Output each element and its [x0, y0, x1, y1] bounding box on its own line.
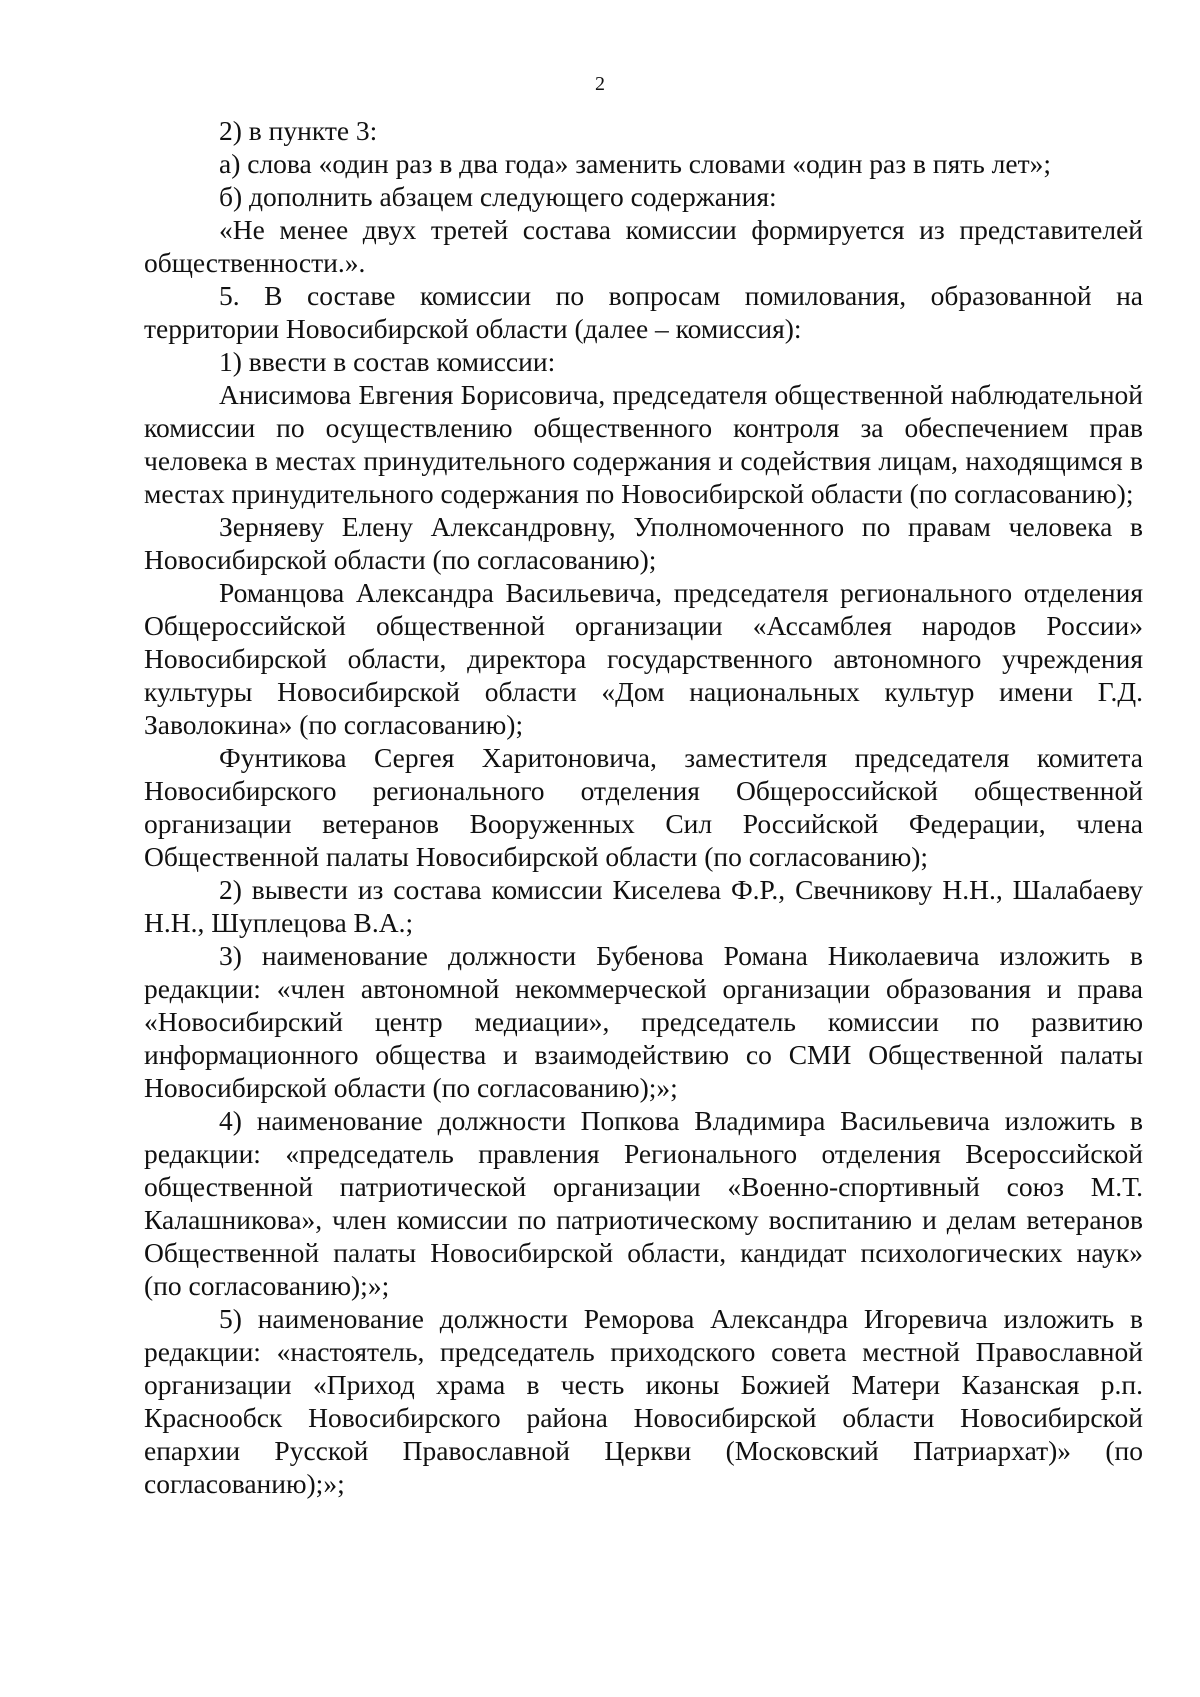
document-body: [144, 114, 1143, 1500]
paragraph-item-3-bubenov: 3) наименование должности Бубенова Романа Николаевича изложить в редакции: «член автономной некоммерческой организации образования и права «Новосибирский центр медиации», председатель комиссии по развитию информационного общества и взаимодействию со СМИ Общественной палаты Новосибирской области (по согласованию);»;: [144, 940, 1143, 1103]
paragraph-subitem-a: а) слова «один раз в два года» заменить словами «один раз в пять лет»;: [219, 148, 1051, 179]
paragraph-member-anisimov: Анисимова Евгения Борисовича, председателя общественной наблюдательной комиссии по осуществлению общественного контроля за обеспечением прав человека в местах принудительного содержания и содействия лицам, находящимся в местах принудительного содержания по Новосибирской области (по согласованию);: [144, 379, 1143, 509]
paragraph-item-4-popkov: 4) наименование должности Попкова Владимира Васильевича изложить в редакции: «председатель правления Регионального отделения Всероссийской общественной патриотической организации «Военно-спортивный союз М.Т. Калашникова», член комиссии по патриотическому воспитанию и делам ветеранов Общественной палаты Новосибирской области, кандидат психологических наук» (по согласованию);»;: [144, 1105, 1143, 1301]
paragraph-item-5-remorov: 5) наименование должности Реморова Александра Игоревича изложить в редакции: «настоятель, председатель приходского совета местной Православной организации «Приход храма в честь иконы Божией Матери Казанская р.п. Краснообск Новосибирского района Новосибирской области Новосибирской епархии Русской Православной Церкви (Московский Патриархат)» (по согласованию);»;: [144, 1303, 1143, 1499]
paragraph-member-romantsov: Романцова Александра Васильевича, председателя регионального отделения Общероссийской общественной организации «Ассамблея народов России» Новосибирской области, директора государственного автономного учреждения культуры Новосибирской области «Дом национальных культур имени Г.Д. Заволокина» (по согласованию);: [144, 577, 1143, 740]
paragraph-section-5: 5. В составе комиссии по вопросам помилования, образованной на территории Новосибирской области (далее – комиссия):: [144, 280, 1143, 344]
paragraph-member-funtikov: Фунтикова Сергея Харитоновича, заместителя председателя комитета Новосибирского регионального отделения Общероссийской общественной организации ветеранов Вооруженных Сил Российской Федерации, члена Общественной палаты Новосибирской области (по согласованию);: [144, 742, 1143, 872]
paragraph-subitem-b: б) дополнить абзацем следующего содержания:: [219, 181, 777, 212]
paragraph-item-2-header: 2) в пункте 3:: [219, 115, 378, 146]
paragraph-item-1-introduce: 1) ввести в состав комиссии:: [219, 346, 556, 377]
paragraph-member-zernyaeva: Зерняеву Елену Александровну, Уполномоченного по правам человека в Новосибирской области (по согласованию);: [144, 511, 1143, 575]
page-number: 2: [595, 73, 605, 95]
paragraph-item-2-remove: 2) вывести из состава комиссии Киселева Ф.Р., Свечникову Н.Н., Шалабаеву Н.Н., Шуплецова В.А.;: [144, 874, 1143, 938]
paragraph-quoted-addition: «Не менее двух третей состава комиссии формируется из представителей общественности.».: [144, 214, 1143, 278]
